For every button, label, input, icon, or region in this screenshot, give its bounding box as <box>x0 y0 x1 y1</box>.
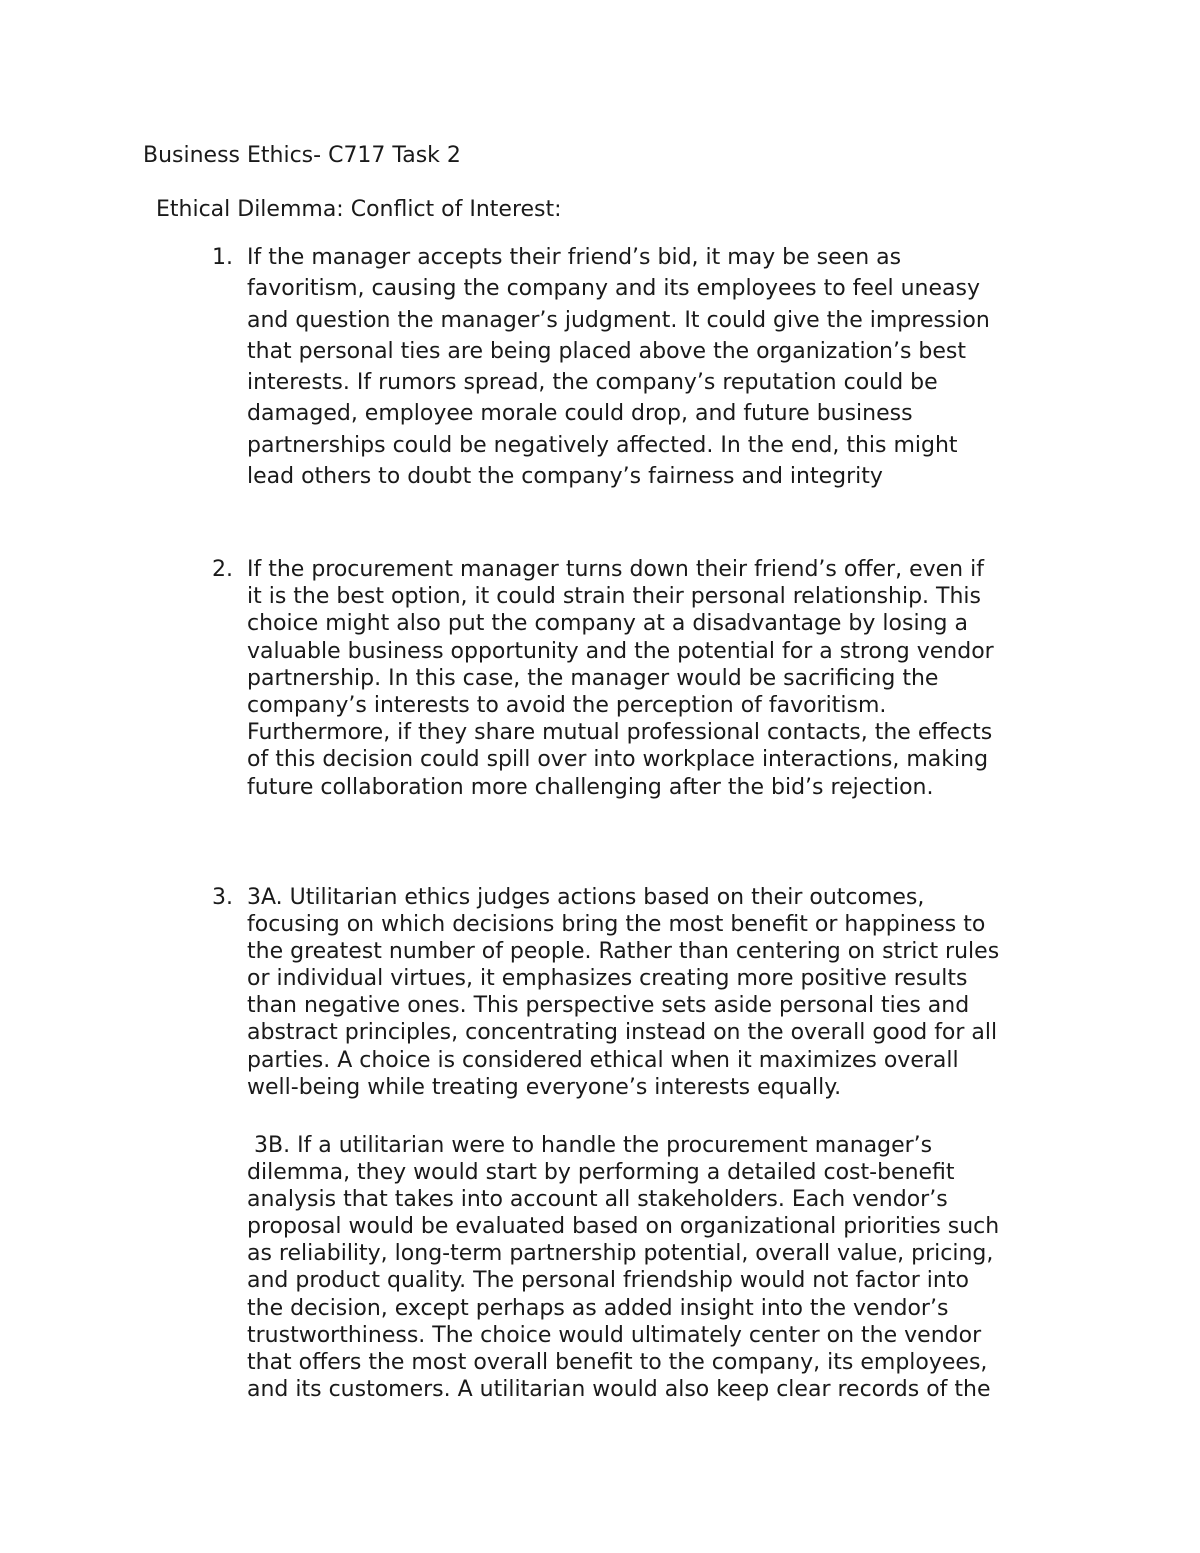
text-line: focusing on which decisions bring the most benefit or happiness to <box>247 912 986 938</box>
text-line: Furthermore, if they share mutual professional contacts, the effects <box>247 720 993 746</box>
text-line: interests. If rumors spread, the company’s reputation could be <box>247 370 938 396</box>
text-line: damaged, employee morale could drop, and future business <box>247 401 913 427</box>
text-line: future collaboration more challenging after the bid’s rejection. <box>247 774 934 800</box>
text-line: or individual virtues, it emphasizes creating more positive results <box>247 966 968 992</box>
list-item-text <box>247 242 990 492</box>
document-title: Business Ethics- C717 Task 2 <box>143 143 461 168</box>
text-line: it is the best option, it could strain their personal relationship. This <box>247 584 982 610</box>
text-line: as reliability, long-term partnership potential, overall value, pricing, <box>247 1241 994 1267</box>
text-line: and its customers. A utilitarian would also keep clear records of the <box>247 1376 991 1402</box>
text-line: company’s interests to avoid the perception of favoritism. <box>247 693 887 719</box>
text-line: dilemma, they would start by performing a detailed cost-benefit <box>247 1160 955 1186</box>
text-line: the greatest number of people. Rather than centering on strict rules <box>247 939 1000 965</box>
text-line: that offers the most overall benefit to the company, its employees, <box>247 1349 988 1375</box>
text-line: of this decision could spill over into workplace interactions, making <box>247 747 989 773</box>
text-line: and question the manager’s judgment. It could give the impression <box>247 307 990 333</box>
text-line: parties. A choice is considered ethical when it maximizes overall <box>247 1047 959 1073</box>
list-item-text <box>247 1132 999 1403</box>
list-number: 3. <box>212 885 233 910</box>
text-line: analysis that takes into account all stakeholders. Each vendor’s <box>247 1187 948 1213</box>
text-line: If the procurement manager turns down their friend’s offer, even if <box>247 557 984 582</box>
text-line: lead others to doubt the company’s fairness and integrity <box>247 464 883 490</box>
text-line: proposal would be evaluated based on organizational priorities such <box>247 1214 1000 1240</box>
text-line: partnership. In this case, the manager would be sacrificing the <box>247 665 939 691</box>
list-item-text <box>247 884 999 1101</box>
text-line: choice might also put the company at a disadvantage by losing a <box>247 611 968 637</box>
text-line: 3B. If a utilitarian were to handle the procurement manager’s <box>247 1133 933 1158</box>
text-line: and product quality. The personal friendship would not factor into <box>247 1268 969 1294</box>
text-line: valuable business opportunity and the potential for a strong vendor <box>247 638 994 664</box>
text-line: partnerships could be negatively affected. In the end, this might <box>247 432 958 458</box>
text-line: well-being while treating everyone’s interests equally. <box>247 1074 842 1100</box>
text-line: If the manager accepts their friend’s bid, it may be seen as <box>247 245 902 270</box>
list-number: 1. <box>212 245 233 270</box>
list-item-text <box>247 556 994 801</box>
text-line: the decision, except perhaps as added insight into the vendor’s <box>247 1295 949 1321</box>
text-line: that personal ties are being placed above the organization’s best <box>247 338 967 364</box>
section-heading: Ethical Dilemma: Conflict of Interest: <box>149 197 562 222</box>
text-line: abstract principles, concentrating instead on the overall good for all <box>247 1020 998 1046</box>
text-line: 3A. Utilitarian ethics judges actions based on their outcomes, <box>247 885 925 910</box>
text-line: trustworthiness. The choice would ultimately center on the vendor <box>247 1322 982 1348</box>
list-number: 2. <box>212 557 233 582</box>
text-line: favoritism, causing the company and its employees to feel uneasy <box>247 276 980 302</box>
text-line: than negative ones. This perspective sets aside personal ties and <box>247 993 970 1019</box>
